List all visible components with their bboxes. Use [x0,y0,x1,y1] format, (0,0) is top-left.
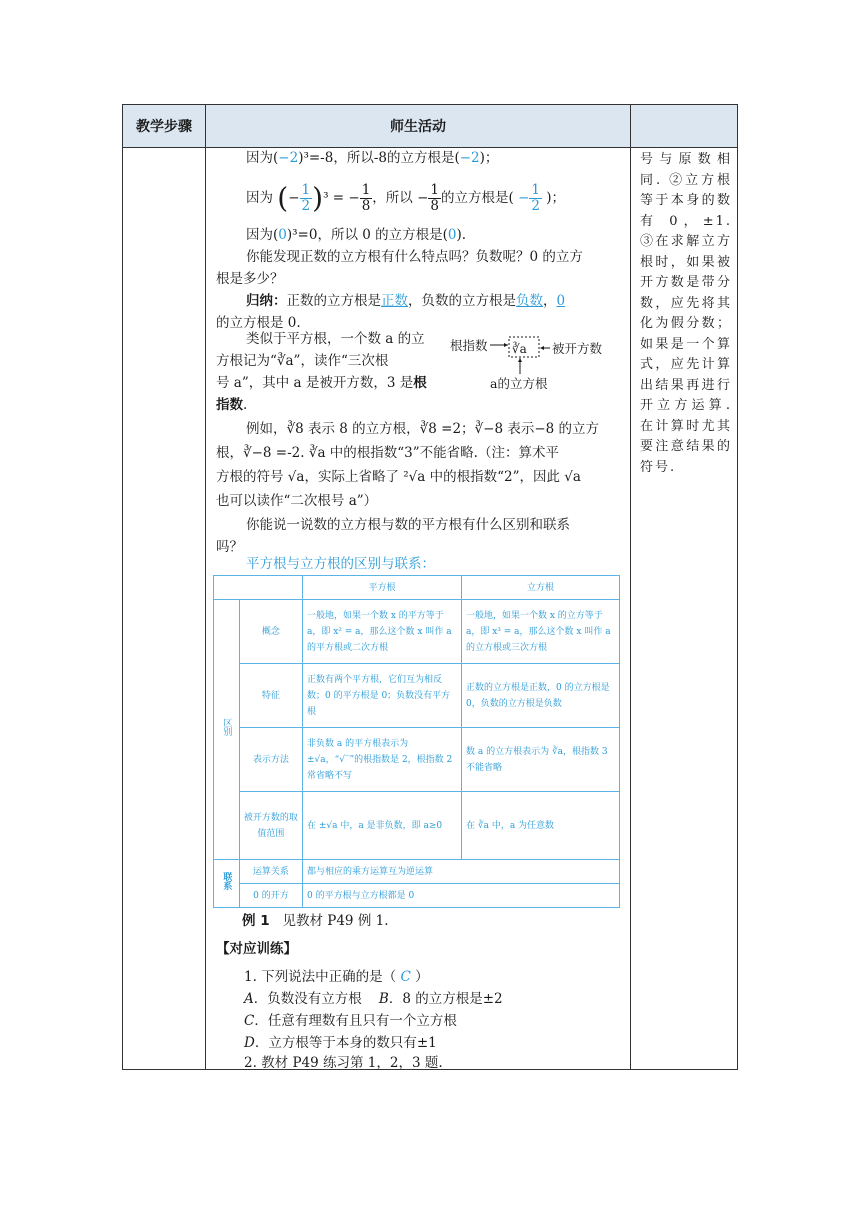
definition-2: 方根记为“∛a”，读作“三次根 [216,353,389,369]
link-cell: 0 的平方根与立方根都是 0 [303,884,620,908]
square-root-cell: 一般地，如果一个数 x 的平方等于 a，即 x² = a，那么这个数 x 叫作 a 的平方根或二次方根 [303,600,462,664]
row-label: 概念 [239,600,302,664]
header-square-root: 平方根 [303,576,462,600]
line-cube-neg2: 因为(−2)³=-8，所以-8的立方根是(−2)； [246,150,499,166]
question-1: 你能发现正数的立方根有什么特点吗？负数呢？0 的立方 [246,249,583,265]
line-cube-half: 因为 (− $\frac{1}{2}$ )³ = − $\frac{1}{8}$ ，所以 − $\frac{1}{8}$ 的立方根是( − $\frac{1}{2}$ )； [246,181,566,215]
example-line-1: 例如，∛8 表示 8 的立方根，∛8 =2；∛−8 表示−8 的立方 [246,421,600,437]
training-title: 【对应训练】 [216,941,297,957]
training-q2: 2. 教材 P49 练习第 1，2，3 题. [244,1055,443,1071]
option-d: D．立方根等于本身的数只有±1 [244,1035,437,1051]
header-cube-root: 立方根 [462,576,620,600]
example-line-3: 方根的符号 √a，实际上省略了 ²√a 中的根指数“2”，因此 √a [216,469,581,485]
svg-text:被开方数: 被开方数 [552,341,603,356]
training-q1: 1. 下列说法中正确的是（ C ） [244,969,429,985]
question-1-cont: 根是多少？ [216,271,284,287]
line-cube-zero: 因为(0)³=0，所以 0 的立方根是(0). [246,227,467,243]
definition-3: 号 a”，其中 a 是被开方数，3 是根 [216,375,427,391]
row-label: 0 的开方 [239,884,302,908]
row-label: 运算关系 [239,860,302,884]
example-1: 例 1 见教材 P49 例 1. [242,913,389,929]
example-line-4: 也可以读作“二次根号 a”） [216,493,378,509]
summary-cont: 的立方根是 0. [216,315,301,331]
svg-text:∛a: ∛a [512,342,527,356]
col-activity-header: 师生活动 [390,119,446,135]
column-divider [630,105,631,1069]
cube-root-cell: 正数的立方根是正数，0 的立方根是 0，负数的立方根是负数 [462,664,620,728]
square-root-cell: 非负数 a 的平方根表示为 ±√a，“√‾”的根指数是 2，根指数 2 常省略不写 [303,728,462,792]
radical-diagram [450,334,620,394]
col-steps-header: 教学步骤 [136,119,192,135]
cube-root-cell: 一般地，如果一个数 x 的立方等于 a，即 x³ = a，那么这个数 x 叫作 a 的立方根或三次方根 [462,600,620,664]
question-2-cont: 吗？ [216,539,243,555]
option-a-b: A．负数没有立方根 B．8 的立方根是±2 [244,991,503,1007]
comparison-table [213,575,620,908]
comparison-title: 平方根与立方根的区别与联系： [246,556,435,572]
example-line-2: 根，∛−8 =-2. ∛a 中的根指数“3”不能省略.（注：算术平 [216,445,559,461]
svg-text:根指数: 根指数 [450,338,488,353]
link-cell: 都与相应的乘方运算互为逆运算 [303,860,620,884]
row-label: 表示方法 [239,728,302,792]
square-root-cell: 正数有两个平方根，它们互为相反数；0 的平方根是 0；负数没有平方根 [303,664,462,728]
column-divider [205,105,206,1069]
cube-root-cell: 在 ∛a 中，a 为任意数 [462,792,620,860]
summary: 归纳：正数的立方根是正数，负数的立方根是负数，0 [246,293,566,309]
side-note: 号与原数相同. ②立方根等于本身的数有 0，±1. ③在求解立方根时，如果被开方数是带分数，应先将其化为假分数；如果是一个算式，应先计算出结果再进行开立方运算. 在计算时尤其要注意结果的符号. [640,152,732,475]
svg-text:a的立方根: a的立方根 [490,376,548,391]
definition-1: 类似于平方根，一个数 a 的立 [246,331,425,347]
option-c: C．任意有理数有且只有一个立方根 [244,1013,457,1029]
definition-4: 指数. [216,397,248,413]
row-label: 被开方数的取值范围 [239,792,302,860]
question-2: 你能说一说数的立方根与数的平方根有什么区别和联系 [246,517,570,533]
square-root-cell: 在 ±√a 中，a 是非负数，即 a≥0 [303,792,462,860]
diff-label: 区别 [214,600,240,860]
link-label: 联系 [214,860,240,908]
row-label: 特征 [239,664,302,728]
cube-root-cell: 数 a 的立方根表示为 ∛a，根指数 3 不能省略 [462,728,620,792]
